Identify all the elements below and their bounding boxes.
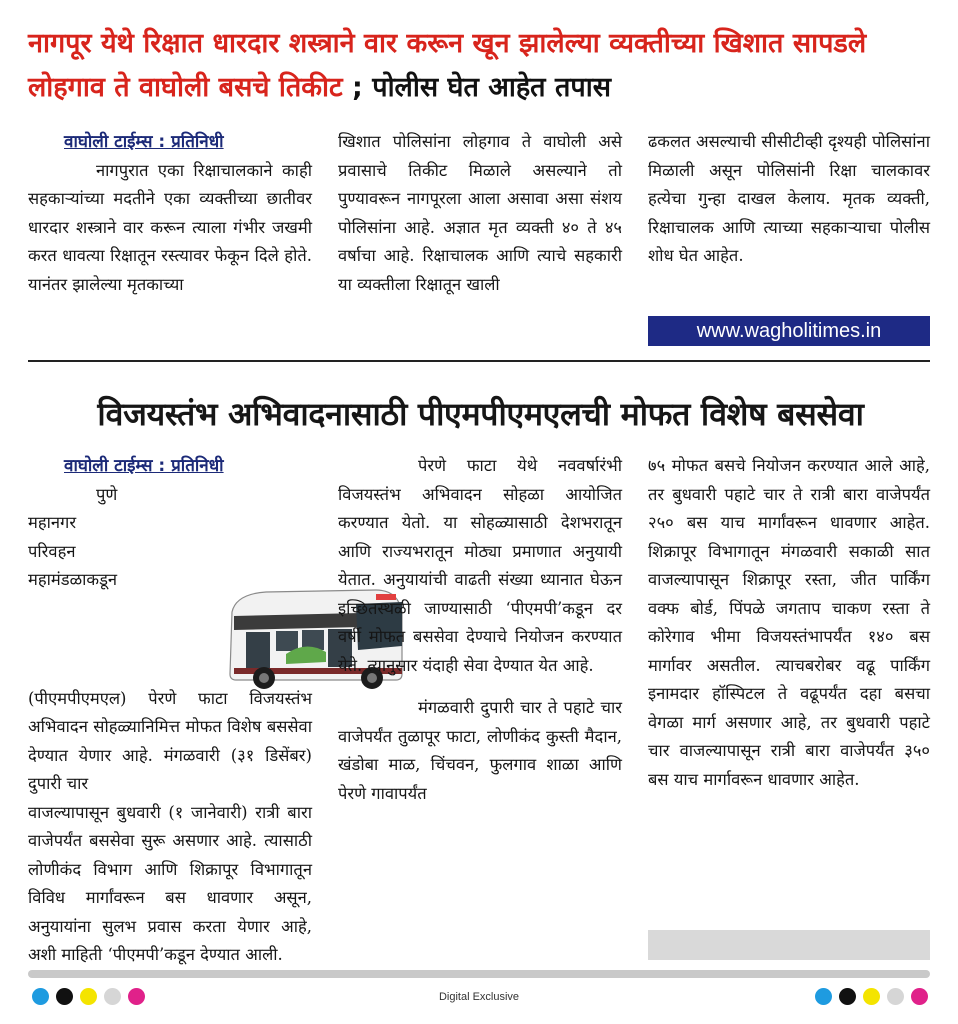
website-banner[interactable]: www.wagholitimes.in	[648, 316, 930, 346]
story1-headline-red: नागपूर येथे रिक्षात धारदार शस्त्राने वार करून खून झालेल्या व्यक्तीच्या खिशात सापडले लोहगाव ते वाघोली बसचे तिकीट	[28, 28, 867, 103]
section-divider	[28, 360, 930, 362]
footer-label: Digital Exclusive	[438, 991, 520, 1003]
cmyk-dots-right	[815, 988, 928, 1005]
story2-headline: विजयस्तंभ अभिवादनासाठी पीएमपीएमएलची मोफत विशेष बससेवा	[97, 395, 864, 433]
story1-column-1	[28, 128, 312, 299]
story1-headline-black: ; पोलीस घेत आहेत तपास	[352, 72, 611, 103]
story1-column-2	[338, 128, 622, 299]
story2-column-3	[648, 452, 930, 794]
story1-headline	[28, 22, 933, 110]
story2-column-1	[28, 452, 312, 970]
gray-placeholder-box	[648, 930, 930, 960]
story2-col1-bottom-text: वाजल्यापासून बुधवारी (१ जानेवारी) रात्री बारा वाजेपर्यंत बससेवा सुरू असणार आहे. त्यासाठी लोणीकंद विभाग आणि शिक्रापूर विभागातून विविध मार्गांवरून बस धावणार असून, अनुयायांना सुलभ प्रवास करता येणार आहे, अशी माहिती ‘पीएमपी’कडून देण्यात आली.	[28, 802, 312, 964]
yellow-dot	[863, 988, 880, 1005]
footer-bar	[28, 970, 930, 978]
story2-col2-p1: पेरणे फाटा येथे नववर्षारंभी विजयस्तंभ अभिवादन सोहळा आयोजित करण्यात येतो. या सोहळ्यासाठी देशभरातून आणि राज्यभरातून मोठ्या प्रमाणात अनुयायी येतात. अनुयायांची वाढती संख्या ध्यानात घेऊन इच्छितस्थळी जाण्यासाठी ‘पीएमपी’कडून दर वर्षी मोफत बससेवा देण्याचे नियोजन करण्यात येते. त्यानुसार यंदाही सेवा देण्यात येत आहे.	[338, 456, 622, 675]
magenta-dot	[911, 988, 928, 1005]
cyan-dot	[815, 988, 832, 1005]
gray-dot	[887, 988, 904, 1005]
story2-col1-top-text: पुणे महानगर परिवहन महामंडळाकडून (पीएमपीएमएल) पेरणे फाटा विजयस्तंभ अभिवादन सोहळ्यानिमित्त मोफत विशेष बससेवा देण्यात येणार आहे. मंगळवारी (३१ डिसेंबर) दुपारी चार	[28, 484, 312, 793]
story1-col3-text: ढकलत असल्याची सीसीटीव्ही दृश्यही पोलिसांना मिळाली असून पोलिसांनी रिक्षा चालकावर हत्येचा गुन्हा दाखल केलाय. मृतक व्यक्ती, रिक्षाचालक आणि त्याच्या सहकाऱ्याचा पोलीस शोध घेत आहेत.	[648, 132, 930, 265]
story2-col2-p2: मंगळवारी दुपारी चार ते पहाटे चार वाजेपर्यंत तुळापूर फाटा, लोणीकंद कुस्ती मैदान, खंडोबा माळ, चिंचवन, फुलगाव शाळा आणि पेरणे गावापर्यंत	[338, 698, 622, 803]
story1-col2-text: खिशात पोलिसांना लोहगाव ते वाघोली असे प्रवासाचे तिकीट मिळाले असल्याने तो पुण्यावरून नागपूरला आला असावा असा संशय पोलिसांना आहे. अज्ञात मृत व्यक्ती ४० ते ४५ वर्षाचा आहे. रिक्षाचालक आणि त्याचे सहकारी या व्यक्तीला रिक्षातून खाली	[338, 132, 622, 294]
story2-col3-text: ७५ मोफत बसचे नियोजन करण्यात आले आहे, तर बुधवारी पहाटे चार ते रात्री बारा वाजेपर्यंत २५० बस याच मार्गांवरून धावणार आहेत. शिक्रापूर विभागातून मंगळवारी सकाळी सात वाजल्यापासून शिक्रापूर रस्ता, जीत पार्किंग वक्फ बोर्ड, पिंपळे जगताप चाकण रस्ता ते कोरेगाव भीमा विजयस्तंभापर्यंत १४० बस मार्गावर असतील. त्याचबरोबर वढू पार्किंग इनामदार हॉस्पिटल ते वढूपर्यंत दहा बसचा वेगळा मार्ग असणार आहे, तर बुधवारी पहाटे चार वाजल्यापासून रात्री बारा वाजेपर्यंत ३५० बस याच मार्गावरून धावणार आहेत.	[648, 456, 930, 789]
story2-byline: वाघोली टाईम्स : प्रतिनिधी	[64, 456, 224, 476]
story1-byline: वाघोली टाईम्स : प्रतिनिधी	[64, 132, 224, 152]
black-dot	[839, 988, 856, 1005]
story2-column-2	[338, 452, 622, 808]
story1-column-3	[648, 128, 930, 271]
story1-col1-text: नागपुरात एका रिक्षाचालकाने काही सहकाऱ्यांच्या मदतीने एका व्यक्तीच्या छातीवर धारदार शस्त्राने वार करून त्याला गंभीर जखमी करत धावत्या रिक्षातून रस्त्यावर फेकून दिले होते. यानंतर झालेल्या मृतकाच्या	[28, 160, 312, 294]
